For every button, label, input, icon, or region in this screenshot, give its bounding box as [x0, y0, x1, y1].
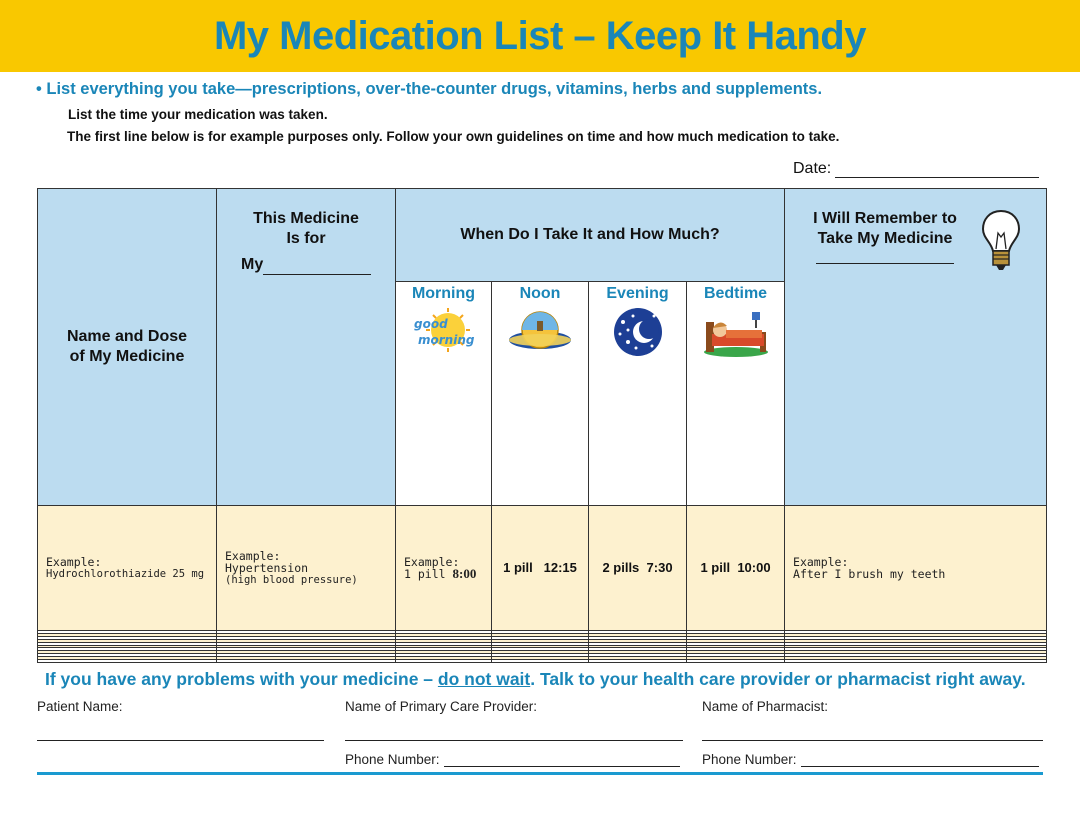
medication-cell[interactable] — [396, 660, 492, 663]
example-noon: 1 pill 12:15 — [492, 505, 589, 630]
footer-warning: If you have any problems with your medicine – do not wait. Talk to your health care provider or pharmacist right away. — [45, 669, 1026, 689]
example-medicine-for: Example: Hypertension (high blood pressure) — [217, 505, 396, 630]
header-morning: Morning good morning — [396, 282, 492, 506]
do-not-wait-text: do not wait — [437, 669, 531, 689]
good-text: good — [413, 317, 448, 332]
header-when-how-much: When Do I Take It and How Much? — [396, 189, 785, 282]
primary-care-line[interactable] — [345, 740, 683, 741]
sun-noon-icon — [504, 306, 576, 356]
page-title: My Medication List – Keep It Handy — [213, 14, 866, 58]
provider-phone: Phone Number: — [345, 752, 680, 767]
blank-rows — [38, 631, 1047, 663]
medication-cell[interactable] — [589, 660, 687, 663]
header-evening: Evening — [589, 282, 687, 506]
pharmacist-line[interactable] — [702, 740, 1043, 741]
header-medicine-for: This Medicine Is for My — [217, 189, 396, 506]
medication-cell[interactable] — [687, 660, 785, 663]
bed-sleeping-icon — [700, 306, 772, 358]
instruction-example: The first line below is for example purposes only. Follow your own guidelines on time and how much medication to take. — [67, 129, 840, 144]
medication-cell[interactable] — [217, 660, 396, 663]
instruction-bullet: • List everything you take—prescriptions, over-the-counter drugs, vitamins, herbs and supplements. — [36, 80, 823, 98]
example-evening: 2 pills 7:30 — [589, 505, 687, 630]
example-name-dose: Example: Hydrochlorothiazide 25 mg — [38, 505, 217, 630]
example-remember: Example: After I brush my teeth — [785, 505, 1047, 630]
date-label: Date: — [793, 160, 832, 177]
instruction-time: List the time your medication was taken. — [68, 107, 328, 122]
example-row — [38, 505, 1047, 630]
primary-care-label: Name of Primary Care Provider: — [345, 699, 538, 714]
title-banner — [0, 0, 1080, 72]
medication-cell[interactable] — [38, 660, 217, 663]
pharmacist-label: Name of Pharmacist: — [702, 699, 829, 714]
pharmacist-phone-line[interactable] — [801, 752, 1039, 767]
moon-stars-icon — [608, 306, 668, 358]
header-remember: I Will Remember to Take My Medicine — [785, 189, 1047, 506]
date-input-line[interactable] — [835, 159, 1039, 178]
medication-cell[interactable] — [785, 660, 1047, 663]
patient-name-label: Patient Name: — [37, 699, 123, 714]
pharmacist-phone: Phone Number: — [702, 752, 1039, 767]
good-morning-icon — [408, 306, 480, 354]
medication-row — [38, 660, 1047, 663]
medication-cell[interactable] — [492, 660, 589, 663]
header-noon: Noon — [492, 282, 589, 506]
morning-text: morning — [417, 333, 474, 348]
bottom-rule — [37, 772, 1043, 775]
header-name-dose: Name and Dose of My Medicine — [38, 189, 217, 506]
example-bedtime: 1 pill 10:00 — [687, 505, 785, 630]
provider-phone-line[interactable] — [444, 752, 680, 767]
example-morning: Example: 1 pill 8:00 — [396, 505, 492, 630]
light-bulb-icon — [981, 209, 1021, 271]
medication-table — [37, 188, 1047, 663]
date-field — [793, 159, 1039, 178]
header-bedtime: Bedtime — [687, 282, 785, 506]
patient-name-line[interactable] — [37, 740, 324, 741]
